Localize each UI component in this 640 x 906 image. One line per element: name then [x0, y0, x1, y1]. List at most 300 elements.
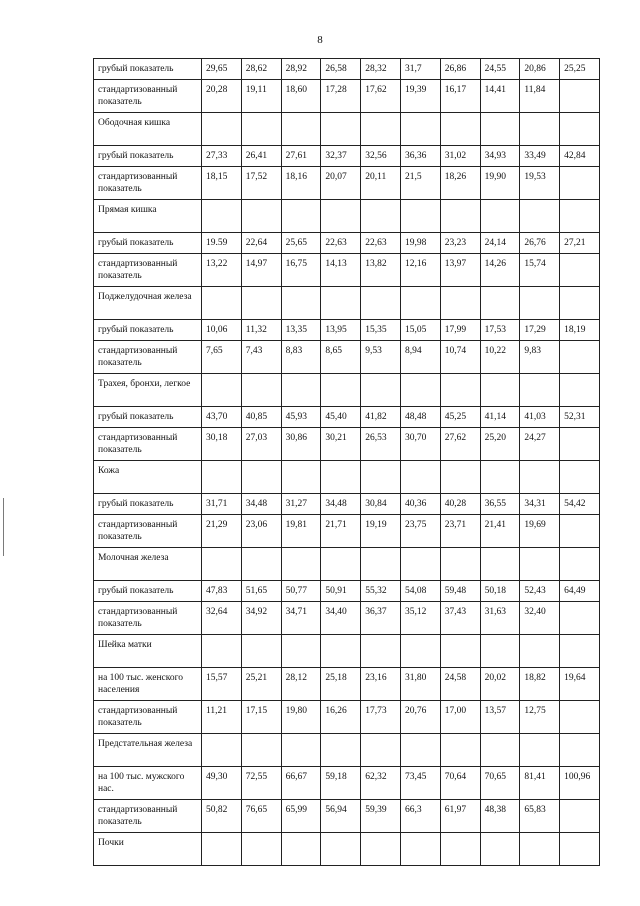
value-cell — [202, 548, 242, 581]
value-cell: 31,27 — [281, 494, 321, 515]
value-cell — [480, 113, 520, 146]
table-row — [94, 233, 600, 254]
value-cell — [480, 461, 520, 494]
value-cell: 21,5 — [400, 167, 440, 200]
row-label: грубый показатель — [94, 233, 202, 254]
table-row — [94, 602, 600, 635]
value-cell: 10,74 — [440, 341, 480, 374]
value-cell: 40,85 — [241, 407, 281, 428]
value-cell — [440, 635, 480, 668]
table-row — [94, 167, 600, 200]
value-cell — [202, 635, 242, 668]
value-cell: 27,03 — [241, 428, 281, 461]
statistics-table — [93, 58, 600, 866]
table-row — [94, 407, 600, 428]
value-cell — [281, 287, 321, 320]
value-cell: 23,16 — [361, 668, 401, 701]
value-cell — [321, 461, 361, 494]
value-cell: 25,25 — [560, 59, 600, 80]
value-cell: 31,71 — [202, 494, 242, 515]
value-cell: 25,21 — [241, 668, 281, 701]
value-cell — [400, 113, 440, 146]
value-cell: 16,75 — [281, 254, 321, 287]
value-cell: 61,97 — [440, 800, 480, 833]
value-cell — [202, 734, 242, 767]
value-cell: 27,33 — [202, 146, 242, 167]
value-cell: 9,83 — [520, 341, 560, 374]
value-cell — [321, 374, 361, 407]
value-cell: 59,48 — [440, 581, 480, 602]
value-cell: 30,21 — [321, 428, 361, 461]
row-label: стандартизованный показатель — [94, 167, 202, 200]
value-cell: 59,39 — [361, 800, 401, 833]
value-cell — [480, 548, 520, 581]
value-cell: 15,74 — [520, 254, 560, 287]
value-cell: 41,82 — [361, 407, 401, 428]
value-cell — [560, 701, 600, 734]
table-row — [94, 80, 600, 113]
value-cell: 33,49 — [520, 146, 560, 167]
value-cell — [520, 461, 560, 494]
value-cell — [400, 734, 440, 767]
value-cell: 65,83 — [520, 800, 560, 833]
value-cell — [361, 374, 401, 407]
value-cell — [560, 635, 600, 668]
value-cell: 64,49 — [560, 581, 600, 602]
value-cell — [241, 635, 281, 668]
value-cell: 34,71 — [281, 602, 321, 635]
value-cell: 52,43 — [520, 581, 560, 602]
value-cell: 26,41 — [241, 146, 281, 167]
value-cell: 23,23 — [440, 233, 480, 254]
value-cell — [202, 461, 242, 494]
value-cell — [400, 461, 440, 494]
table-row — [94, 494, 600, 515]
value-cell: 13,95 — [321, 320, 361, 341]
value-cell: 15,05 — [400, 320, 440, 341]
value-cell — [560, 113, 600, 146]
value-cell: 28,62 — [241, 59, 281, 80]
value-cell: 18,60 — [281, 80, 321, 113]
value-cell: 62,32 — [361, 767, 401, 800]
value-cell — [321, 833, 361, 866]
value-cell — [440, 113, 480, 146]
row-label: стандартизованный показатель — [94, 80, 202, 113]
row-label: стандартизованный показатель — [94, 515, 202, 548]
value-cell: 25,65 — [281, 233, 321, 254]
value-cell: 43,70 — [202, 407, 242, 428]
value-cell: 34,48 — [241, 494, 281, 515]
table-row — [94, 800, 600, 833]
value-cell: 26,86 — [440, 59, 480, 80]
value-cell — [361, 734, 401, 767]
value-cell — [281, 548, 321, 581]
row-label: грубый показатель — [94, 320, 202, 341]
value-cell — [400, 548, 440, 581]
value-cell — [241, 287, 281, 320]
value-cell: 18,16 — [281, 167, 321, 200]
value-cell: 28,92 — [281, 59, 321, 80]
value-cell — [440, 287, 480, 320]
row-label: грубый показатель — [94, 146, 202, 167]
value-cell: 19,90 — [480, 167, 520, 200]
value-cell: 26,58 — [321, 59, 361, 80]
value-cell — [560, 287, 600, 320]
value-cell: 37,43 — [440, 602, 480, 635]
table-row — [94, 515, 600, 548]
table-row — [94, 320, 600, 341]
value-cell — [560, 800, 600, 833]
value-cell: 32,37 — [321, 146, 361, 167]
value-cell: 8,65 — [321, 341, 361, 374]
value-cell: 30,84 — [361, 494, 401, 515]
value-cell: 13,57 — [480, 701, 520, 734]
value-cell: 18,15 — [202, 167, 242, 200]
value-cell: 9,53 — [361, 341, 401, 374]
value-cell: 31,80 — [400, 668, 440, 701]
table-row — [94, 581, 600, 602]
row-label: стандартизованный показатель — [94, 341, 202, 374]
value-cell: 8,94 — [400, 341, 440, 374]
value-cell — [480, 200, 520, 233]
value-cell: 28,32 — [361, 59, 401, 80]
value-cell: 19,53 — [520, 167, 560, 200]
value-cell — [560, 515, 600, 548]
value-cell: 36,36 — [400, 146, 440, 167]
row-label: грубый показатель — [94, 494, 202, 515]
value-cell: 11,21 — [202, 701, 242, 734]
value-cell: 48,38 — [480, 800, 520, 833]
value-cell: 18,26 — [440, 167, 480, 200]
value-cell — [241, 374, 281, 407]
value-cell: 12,16 — [400, 254, 440, 287]
value-cell — [520, 635, 560, 668]
value-cell — [281, 113, 321, 146]
value-cell: 21,29 — [202, 515, 242, 548]
row-label: Молочная железа — [94, 548, 202, 581]
value-cell: 30,18 — [202, 428, 242, 461]
value-cell — [480, 734, 520, 767]
value-cell — [520, 200, 560, 233]
value-cell: 45,40 — [321, 407, 361, 428]
table-row — [94, 59, 600, 80]
value-cell: 22,64 — [241, 233, 281, 254]
row-label: стандартизованный показатель — [94, 602, 202, 635]
value-cell: 41,03 — [520, 407, 560, 428]
value-cell — [440, 548, 480, 581]
table-row — [94, 341, 600, 374]
table-row — [94, 635, 600, 668]
table-row — [94, 701, 600, 734]
value-cell — [202, 200, 242, 233]
table-row — [94, 668, 600, 701]
value-cell — [281, 833, 321, 866]
value-cell — [321, 635, 361, 668]
value-cell: 21,41 — [480, 515, 520, 548]
value-cell: 35,12 — [400, 602, 440, 635]
value-cell — [361, 200, 401, 233]
value-cell — [560, 200, 600, 233]
value-cell — [560, 167, 600, 200]
row-label: Трахея, бронхи, легкое — [94, 374, 202, 407]
table-row — [94, 200, 600, 233]
value-cell: 20,76 — [400, 701, 440, 734]
value-cell — [560, 734, 600, 767]
table-row — [94, 374, 600, 407]
value-cell: 27,61 — [281, 146, 321, 167]
value-cell: 13,82 — [361, 254, 401, 287]
value-cell: 17,99 — [440, 320, 480, 341]
row-label: грубый показатель — [94, 59, 202, 80]
value-cell: 25,20 — [480, 428, 520, 461]
value-cell: 15,35 — [361, 320, 401, 341]
value-cell: 50,82 — [202, 800, 242, 833]
row-label: стандартизованный показатель — [94, 428, 202, 461]
value-cell — [321, 200, 361, 233]
value-cell — [480, 287, 520, 320]
value-cell: 15,57 — [202, 668, 242, 701]
value-cell: 30,70 — [400, 428, 440, 461]
value-cell — [202, 287, 242, 320]
value-cell: 52,31 — [560, 407, 600, 428]
value-cell — [321, 113, 361, 146]
value-cell: 19,19 — [361, 515, 401, 548]
page-number: 8 — [317, 34, 323, 46]
value-cell — [281, 734, 321, 767]
value-cell: 48,48 — [400, 407, 440, 428]
value-cell — [480, 374, 520, 407]
value-cell — [400, 833, 440, 866]
value-cell: 27,21 — [560, 233, 600, 254]
value-cell — [361, 113, 401, 146]
value-cell: 72,55 — [241, 767, 281, 800]
value-cell — [400, 200, 440, 233]
value-cell: 10,22 — [480, 341, 520, 374]
value-cell: 40,28 — [440, 494, 480, 515]
value-cell — [281, 200, 321, 233]
value-cell — [520, 734, 560, 767]
value-cell — [361, 287, 401, 320]
value-cell: 13,97 — [440, 254, 480, 287]
row-label: на 100 тыс. женского населения — [94, 668, 202, 701]
value-cell — [400, 287, 440, 320]
value-cell: 17,00 — [440, 701, 480, 734]
value-cell — [281, 461, 321, 494]
value-cell: 16,17 — [440, 80, 480, 113]
value-cell — [440, 833, 480, 866]
value-cell: 45,93 — [281, 407, 321, 428]
value-cell: 7,65 — [202, 341, 242, 374]
row-label: Шейка матки — [94, 635, 202, 668]
value-cell — [560, 833, 600, 866]
value-cell: 70,64 — [440, 767, 480, 800]
value-cell: 36,55 — [480, 494, 520, 515]
value-cell — [480, 635, 520, 668]
value-cell: 18,19 — [560, 320, 600, 341]
value-cell: 7,43 — [241, 341, 281, 374]
value-cell: 50,91 — [321, 581, 361, 602]
value-cell: 20,86 — [520, 59, 560, 80]
value-cell: 24,14 — [480, 233, 520, 254]
table-body — [94, 59, 600, 866]
value-cell: 23,71 — [440, 515, 480, 548]
value-cell — [560, 254, 600, 287]
value-cell — [241, 113, 281, 146]
table-row — [94, 287, 600, 320]
row-label: Поджелудочная железа — [94, 287, 202, 320]
value-cell: 49,30 — [202, 767, 242, 800]
row-label: Предстательная железа — [94, 734, 202, 767]
value-cell: 11,32 — [241, 320, 281, 341]
value-cell: 50,77 — [281, 581, 321, 602]
value-cell: 47,83 — [202, 581, 242, 602]
value-cell — [361, 461, 401, 494]
table-row — [94, 146, 600, 167]
row-label: грубый показатель — [94, 581, 202, 602]
value-cell: 32,56 — [361, 146, 401, 167]
table-row — [94, 548, 600, 581]
value-cell: 23,06 — [241, 515, 281, 548]
margin-mark — [3, 498, 4, 556]
value-cell: 19,39 — [400, 80, 440, 113]
value-cell: 59,18 — [321, 767, 361, 800]
table-row — [94, 254, 600, 287]
value-cell: 28,12 — [281, 668, 321, 701]
value-cell: 55,32 — [361, 581, 401, 602]
value-cell: 19,98 — [400, 233, 440, 254]
value-cell: 42,84 — [560, 146, 600, 167]
row-label: Прямая кишка — [94, 200, 202, 233]
value-cell: 41,14 — [480, 407, 520, 428]
value-cell: 17,29 — [520, 320, 560, 341]
table-row — [94, 833, 600, 866]
value-cell — [520, 374, 560, 407]
value-cell — [560, 461, 600, 494]
value-cell: 65,99 — [281, 800, 321, 833]
value-cell — [440, 461, 480, 494]
row-label: стандартизованный показатель — [94, 254, 202, 287]
value-cell: 26,53 — [361, 428, 401, 461]
value-cell — [241, 548, 281, 581]
value-cell: 23,75 — [400, 515, 440, 548]
value-cell — [480, 833, 520, 866]
value-cell: 34,40 — [321, 602, 361, 635]
value-cell: 36,37 — [361, 602, 401, 635]
value-cell — [560, 341, 600, 374]
value-cell: 14,13 — [321, 254, 361, 287]
value-cell — [520, 548, 560, 581]
value-cell: 17,53 — [480, 320, 520, 341]
value-cell — [241, 200, 281, 233]
table-row — [94, 461, 600, 494]
value-cell — [440, 200, 480, 233]
value-cell — [560, 80, 600, 113]
value-cell: 19,64 — [560, 668, 600, 701]
value-cell: 30,86 — [281, 428, 321, 461]
value-cell: 22,63 — [321, 233, 361, 254]
value-cell: 20,28 — [202, 80, 242, 113]
value-cell: 19,11 — [241, 80, 281, 113]
value-cell: 17,15 — [241, 701, 281, 734]
value-cell — [321, 287, 361, 320]
value-cell: 31,7 — [400, 59, 440, 80]
row-label: стандартизованный показатель — [94, 701, 202, 734]
value-cell: 19,69 — [520, 515, 560, 548]
value-cell: 17,62 — [361, 80, 401, 113]
value-cell — [321, 548, 361, 581]
value-cell: 10,06 — [202, 320, 242, 341]
value-cell: 14,26 — [480, 254, 520, 287]
value-cell: 54,42 — [560, 494, 600, 515]
value-cell: 13,35 — [281, 320, 321, 341]
value-cell: 27,62 — [440, 428, 480, 461]
row-label: на 100 тыс. мужского нас. — [94, 767, 202, 800]
value-cell — [520, 833, 560, 866]
row-label: Почки — [94, 833, 202, 866]
value-cell: 100,96 — [560, 767, 600, 800]
value-cell — [560, 548, 600, 581]
value-cell: 22,63 — [361, 233, 401, 254]
value-cell: 50,18 — [480, 581, 520, 602]
value-cell: 14,41 — [480, 80, 520, 113]
value-cell: 45,25 — [440, 407, 480, 428]
value-cell: 24,58 — [440, 668, 480, 701]
value-cell: 34,92 — [241, 602, 281, 635]
value-cell: 11,84 — [520, 80, 560, 113]
value-cell: 20,02 — [480, 668, 520, 701]
value-cell — [281, 374, 321, 407]
value-cell: 34,48 — [321, 494, 361, 515]
value-cell — [440, 734, 480, 767]
value-cell — [560, 428, 600, 461]
value-cell — [361, 635, 401, 668]
value-cell: 17,73 — [361, 701, 401, 734]
row-label: грубый показатель — [94, 407, 202, 428]
value-cell: 19.59 — [202, 233, 242, 254]
value-cell — [400, 374, 440, 407]
value-cell: 20,11 — [361, 167, 401, 200]
row-label: Кожа — [94, 461, 202, 494]
value-cell: 34,31 — [520, 494, 560, 515]
table-row — [94, 734, 600, 767]
value-cell — [560, 602, 600, 635]
value-cell: 32,40 — [520, 602, 560, 635]
value-cell: 8,83 — [281, 341, 321, 374]
value-cell: 76,65 — [241, 800, 281, 833]
value-cell — [520, 113, 560, 146]
value-cell — [520, 287, 560, 320]
value-cell: 21,71 — [321, 515, 361, 548]
value-cell: 31,02 — [440, 146, 480, 167]
value-cell: 29,65 — [202, 59, 242, 80]
value-cell — [361, 548, 401, 581]
value-cell: 24,27 — [520, 428, 560, 461]
value-cell: 66,3 — [400, 800, 440, 833]
row-label: Ободочная кишка — [94, 113, 202, 146]
value-cell: 16,26 — [321, 701, 361, 734]
value-cell: 56,94 — [321, 800, 361, 833]
value-cell — [560, 374, 600, 407]
value-cell — [440, 374, 480, 407]
value-cell: 40,36 — [400, 494, 440, 515]
table-row — [94, 113, 600, 146]
value-cell — [241, 833, 281, 866]
value-cell: 24,55 — [480, 59, 520, 80]
value-cell: 31,63 — [480, 602, 520, 635]
table-row — [94, 428, 600, 461]
value-cell: 12,75 — [520, 701, 560, 734]
value-cell: 34,93 — [480, 146, 520, 167]
